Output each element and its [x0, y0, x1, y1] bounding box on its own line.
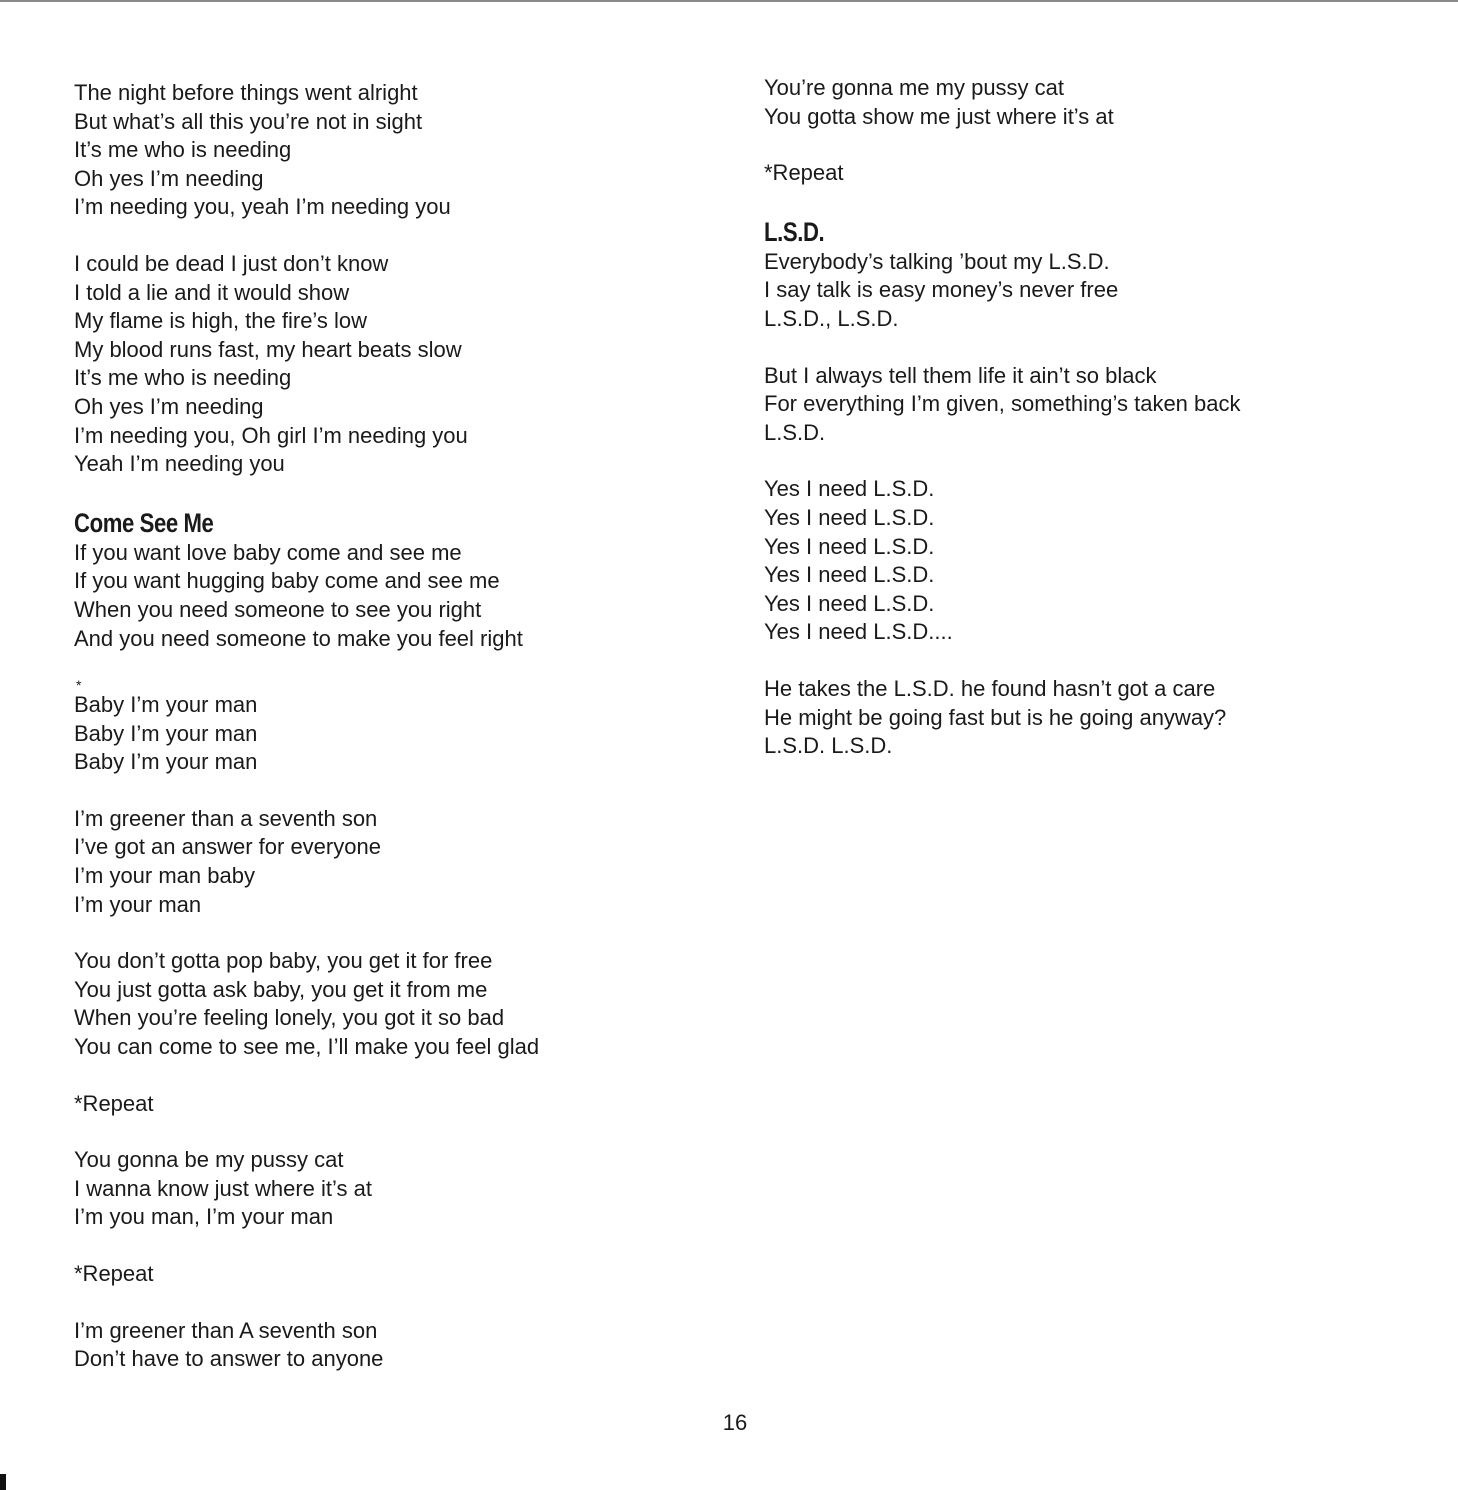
lyric-line: But what’s all this you’re not in sight — [74, 108, 423, 134]
lyric-line: I’m your man baby — [74, 863, 255, 889]
scan-edge-mark — [0, 1474, 6, 1490]
lyric-line: You don’t gotta pop baby, you get it for free — [74, 948, 493, 974]
song-title-wrapper — [74, 507, 694, 539]
lyric-line: Baby I’m your man — [74, 749, 258, 775]
lyric-line: When you need someone to see you right — [74, 596, 482, 622]
lyric-line: It’s me who is needing — [74, 137, 292, 163]
song-title: Come See Me — [74, 507, 214, 538]
lyric-line: And you need someone to make you feel right — [74, 625, 523, 651]
stanza-repeat — [74, 1090, 694, 1119]
lyric-line: Yes I need L.S.D. — [764, 504, 935, 530]
stanza — [74, 539, 694, 653]
stanza — [764, 74, 1404, 131]
stanza — [74, 805, 694, 919]
lyric-line: If you want love baby come and see me — [74, 539, 462, 565]
stanza-repeat — [764, 159, 1404, 188]
lyric-line: I’ve got an answer for everyone — [74, 834, 381, 860]
lyric-line: I wanna know just where it’s at — [74, 1175, 372, 1201]
lyric-line: L.S.D. — [764, 419, 826, 445]
lyric-line: Everybody’s talking ’bout my L.S.D. — [764, 248, 1110, 274]
lyric-line: It’s me who is needing — [74, 365, 292, 391]
lyric-line: Yes I need L.S.D. — [764, 533, 935, 559]
stanza — [74, 1317, 694, 1374]
lyric-line: Yeah I’m needing you — [74, 451, 285, 477]
lyric-line: You just gotta ask baby, you get it from me — [74, 976, 488, 1002]
lyric-line: L.S.D., L.S.D. — [764, 305, 899, 331]
stanza — [764, 362, 1404, 448]
lyric-line: Yes I need L.S.D. — [764, 590, 935, 616]
lyric-line: You gonna be my pussy cat — [74, 1147, 344, 1173]
lyric-line: I’m greener than A seventh son — [74, 1317, 378, 1343]
page-number — [0, 1410, 1458, 1436]
lyric-line: You gotta show me just where it’s at — [764, 103, 1114, 129]
stanza — [74, 947, 694, 1061]
lyric-line: Yes I need L.S.D. — [764, 476, 935, 502]
lyric-line: Oh yes I’m needing — [74, 393, 264, 419]
lyric-line: For everything I’m given, something’s taken back — [764, 391, 1241, 417]
lyric-line: If you want hugging baby come and see me — [74, 568, 500, 594]
lyric-line: Yes I need L.S.D. — [764, 562, 935, 588]
lyric-line: I’m needing you, yeah I’m needing you — [74, 194, 451, 220]
song-title: L.S.D. — [764, 216, 825, 247]
lyric-line: Yes I need L.S.D.... — [764, 619, 953, 645]
repeat-line: *Repeat — [74, 1261, 154, 1286]
lyric-line: He might be going fast but is he going anyway? — [764, 704, 1227, 730]
lyric-line: I’m you man, I’m your man — [74, 1204, 334, 1230]
lyric-line: I’m your man — [74, 891, 202, 917]
lyric-line: But I always tell them life it ain’t so black — [764, 362, 1157, 388]
lyric-line: I told a lie and it would show — [74, 279, 350, 305]
top-rule — [0, 0, 1458, 2]
lyric-line: My flame is high, the fire’s low — [74, 308, 368, 334]
lyric-line: When you’re feeling lonely, you got it so bad — [74, 1005, 505, 1031]
lyric-line: The night before things went alright — [74, 80, 418, 105]
stanza — [74, 1146, 694, 1232]
lyric-line: I could be dead I just don’t know — [74, 250, 389, 276]
chorus-marker: * — [76, 677, 82, 694]
lyric-line: You’re gonna me my pussy cat — [764, 75, 1065, 100]
page-number-text: 16 — [722, 1410, 748, 1435]
song-title-wrapper — [764, 216, 1404, 248]
lyric-line: I’m needing you, Oh girl I’m needing you — [74, 422, 468, 448]
lyric-line: I’m greener than a seventh son — [74, 805, 378, 831]
stanza — [74, 79, 694, 222]
stanza — [764, 475, 1404, 647]
repeat-line: *Repeat — [764, 160, 844, 186]
lyric-line: My blood runs fast, my heart beats slow — [74, 336, 462, 362]
lyric-line: Baby I’m your man — [74, 692, 258, 718]
right-column — [764, 74, 1404, 789]
lyric-line: He takes the L.S.D. he found hasn’t got a care — [764, 675, 1216, 701]
repeat-line: *Repeat — [74, 1090, 154, 1116]
stanza — [764, 248, 1404, 334]
stanza — [764, 675, 1404, 761]
stanza-chorus — [74, 679, 694, 777]
lyric-line: You can come to see me, I’ll make you feel glad — [74, 1034, 540, 1060]
lyric-line: Baby I’m your man — [74, 720, 258, 746]
stanza — [74, 250, 694, 479]
lyric-line: L.S.D. L.S.D. — [764, 733, 893, 759]
stanza-repeat — [74, 1260, 694, 1289]
left-column — [74, 79, 694, 1402]
lyric-line: I say talk is easy money’s never free — [764, 277, 1119, 303]
lyric-line: Oh yes I’m needing — [74, 165, 264, 191]
lyric-line: Don’t have to answer to anyone — [74, 1346, 384, 1372]
